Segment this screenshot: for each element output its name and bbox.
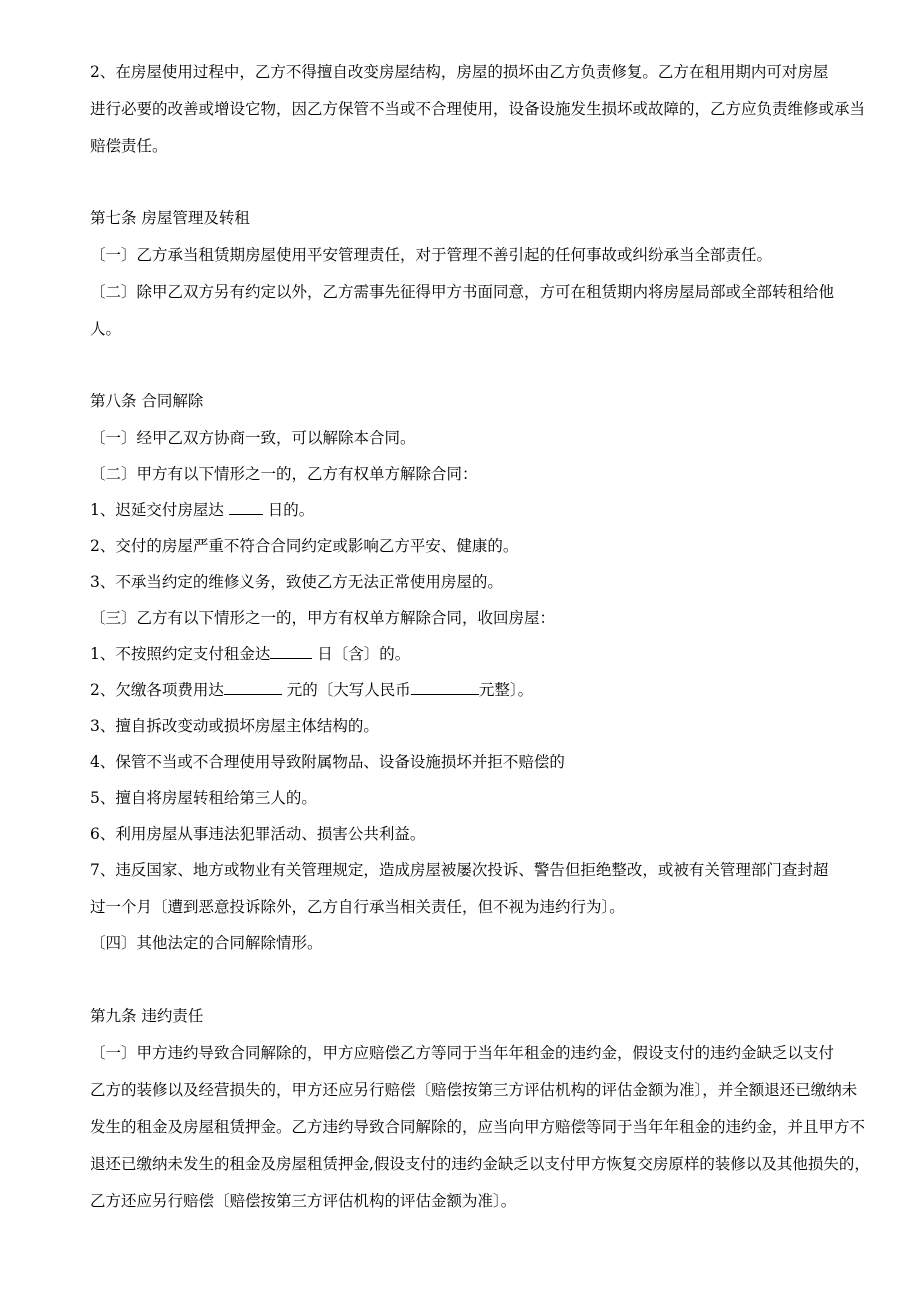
section9-title: 第九条 违约责任 — [90, 1007, 204, 1025]
section8-item2-sub3: 3、不承当约定的维修义务，致使乙方无法正常使用房屋的。 — [90, 573, 503, 591]
section8-item3-sub7-line1: 7、违反国家、地方或物业有关管理规定，造成房屋被屡次投诉、警告但拒绝整改，或被有关管理部门查封超 — [90, 861, 829, 879]
section8-item3-sub4: 4、保管不当或不合理使用导致附属物品、设备设施损坏并拒不赔偿的 — [90, 753, 565, 771]
section8-item4: 〔四〕其他法定的合同解除情形。 — [90, 934, 323, 952]
sub1-text-b: 日〔含〕的。 — [312, 645, 411, 663]
section9-item1-line5: 乙方还应另行赔偿〔赔偿按第三方评估机构的评估金额为准〕。 — [90, 1192, 517, 1210]
section8-item3: 〔三〕乙方有以下情形之一的，甲方有权单方解除合同，收回房屋： — [90, 609, 556, 627]
sub1-text-b: 日的。 — [262, 501, 315, 519]
days-blank — [229, 500, 263, 515]
sub1-text-a: 1、迟延交付房屋达 — [90, 501, 229, 519]
section7-item2-line1: 〔二〕除甲乙双方另有约定以外，乙方需事先征得甲方书面同意，方可在租赁期内将房屋局部或全部转租给他 — [90, 283, 835, 301]
section8-item2-sub1 — [90, 500, 314, 520]
section8-item2-sub2: 2、交付的房屋严重不符合合同约定或影响乙方平安、健康的。 — [90, 537, 519, 555]
section7-item2-line2: 人。 — [90, 320, 122, 338]
section9-item1-line4: 退还已缴纳未发生的租金及房屋租赁押金,假设支付的违约金缺乏以支付甲方恢复交房原样的装修以及其他损失的， — [90, 1155, 870, 1173]
section6-item2-line1: 2、在房屋使用过程中，乙方不得擅自改变房屋结构，房屋的损坏由乙方负责修复。乙方在租用期内可对房屋 — [90, 63, 829, 81]
section9-item1-line1: 〔一〕甲方违约导致合同解除的，甲方应赔偿乙方等同于当年年租金的违约金，假设支付的违约金缺乏以支付 — [90, 1044, 835, 1062]
rent-days-blank — [270, 644, 312, 659]
section8-item3-sub3: 3、擅自拆改变动或损坏房屋主体结构的。 — [90, 717, 379, 735]
fee-uppercase-blank — [411, 680, 479, 695]
section8-item3-sub2 — [90, 680, 533, 700]
section8-item3-sub5: 5、擅自将房屋转租给第三人的。 — [90, 789, 317, 807]
sub2-text-b: 元的〔大写人民币 — [281, 681, 411, 699]
section9-item1-line2: 乙方的装修以及经营损失的，甲方还应另行赔偿〔赔偿按第三方评估机构的评估金额为准〕，并全额退还已缴纳未 — [90, 1081, 858, 1099]
fee-amount-blank — [224, 680, 282, 695]
sub2-text-a: 2、欠缴各项费用达 — [90, 681, 224, 699]
sub1-text-a: 1、不按照约定支付租金达 — [90, 645, 271, 663]
section8-item3-sub1 — [90, 644, 410, 664]
section7-item1: 〔一〕乙方承当租赁期房屋使用平安管理责任，对于管理不善引起的任何事故或纠纷承当全部责任。 — [90, 246, 773, 264]
section9-item1-line3: 发生的租金及房屋租赁押金。乙方违约导致合同解除的，应当向甲方赔偿等同于当年年租金的违约金，并且甲方不 — [90, 1118, 866, 1136]
sub2-text-c: 元整〕。 — [478, 681, 534, 699]
section6-item2-line2: 进行必要的改善或增设它物，因乙方保管不当或不合理使用，设备设施发生损坏或故障的，乙方应负责维修或承当 — [90, 100, 866, 118]
section6-item2-line3: 赔偿责任。 — [90, 137, 168, 155]
section8-item1: 〔一〕经甲乙双方协商一致，可以解除本合同。 — [90, 429, 416, 447]
section8-item3-sub6: 6、利用房屋从事违法犯罪活动、损害公共利益。 — [90, 825, 426, 843]
section8-item3-sub7-line2: 过一个月〔遭到恶意投诉除外，乙方自行承当相关责任，但不视为违约行为〕。 — [90, 898, 625, 916]
section7-title: 第七条 房屋管理及转租 — [90, 209, 250, 227]
section8-item2: 〔二〕甲方有以下情形之一的，乙方有权单方解除合同： — [90, 465, 478, 483]
section8-title: 第八条 合同解除 — [90, 392, 204, 410]
